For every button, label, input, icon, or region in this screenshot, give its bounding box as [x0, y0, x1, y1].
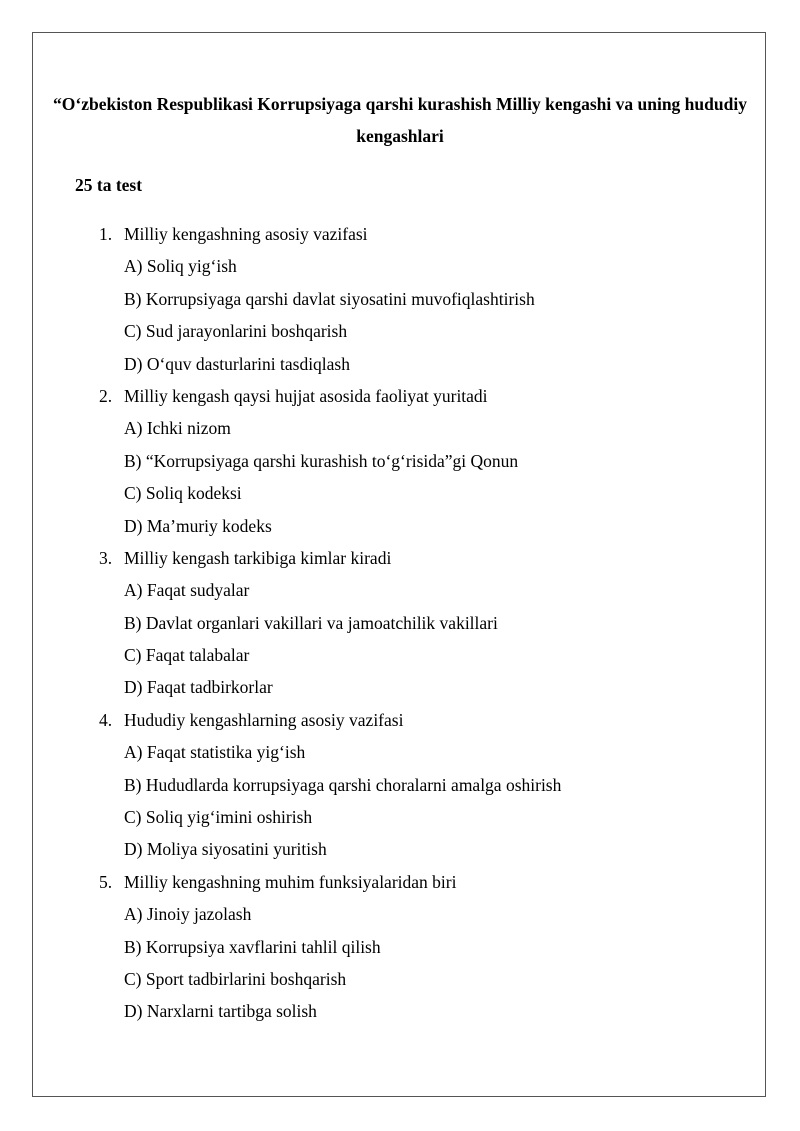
question-text: Milliy kengashning muhim funksiyalaridan biri	[124, 871, 457, 892]
answer-option: A) Jinoiy jazolash	[124, 904, 252, 925]
question-item	[0, 218, 800, 380]
answer-option: C) Faqat talabalar	[124, 645, 250, 666]
answer-option: C) Sport tadbirlarini boshqarish	[124, 968, 347, 989]
answer-option: D) Narxlarni tartibga solish	[124, 1001, 317, 1022]
question-number: 4.	[99, 709, 113, 730]
test-count-heading: 25 ta test	[75, 175, 143, 195]
question-number: 1.	[99, 224, 113, 244]
answer-option: B) Davlat organlari vakillari va jamoatchilik vakillari	[124, 612, 498, 633]
answer-option: B) “Korrupsiyaga qarshi kurashish to‘g‘risida”gi Qonun	[124, 450, 519, 471]
document-title: “O‘zbekiston Respublikasi Korrupsiyaga qarshi kurashish Milliy kengashi va uning hududiy kengashlari	[53, 94, 747, 146]
answer-option: A) Ichki nizom	[124, 418, 231, 439]
question-item	[0, 542, 800, 704]
answer-option: B) Hududlarda korrupsiyaga qarshi choralarni amalga oshirish	[124, 774, 562, 795]
answer-option: C) Soliq yig‘imini oshirish	[124, 807, 313, 828]
answer-option: A) Faqat statistika yig‘ish	[124, 742, 306, 763]
answer-option: C) Soliq kodeksi	[124, 483, 242, 504]
answer-option: D) Moliya siyosatini yuritish	[124, 839, 327, 860]
question-item	[0, 866, 800, 1028]
answer-option: C) Sud jarayonlarini boshqarish	[124, 321, 348, 342]
question-text: Milliy kengashning asosiy vazifasi	[124, 224, 368, 244]
question-number: 2.	[99, 385, 113, 406]
question-text: Milliy kengash tarkibiga kimlar kiradi	[124, 547, 392, 568]
question-list	[0, 218, 800, 1028]
answer-option: A) Faqat sudyalar	[124, 580, 250, 601]
answer-option: B) Korrupsiyaga qarshi davlat siyosatini muvofiqlashtirish	[124, 288, 535, 309]
question-item	[0, 380, 800, 542]
answer-option: D) Ma’muriy kodeks	[124, 515, 272, 536]
question-text: Hududiy kengashlarning asosiy vazifasi	[124, 709, 404, 730]
answer-option: D) O‘quv dasturlarini tasdiqlash	[124, 353, 350, 374]
answer-option: A) Soliq yig‘ish	[124, 256, 237, 277]
question-text: Milliy kengash qaysi hujjat asosida faoliyat yuritadi	[124, 385, 488, 406]
question-item	[0, 704, 800, 866]
answer-option: D) Faqat tadbirkorlar	[124, 677, 273, 698]
answer-option: B) Korrupsiya xavflarini tahlil qilish	[124, 936, 381, 957]
question-number: 3.	[99, 547, 113, 568]
question-number: 5.	[99, 871, 113, 892]
